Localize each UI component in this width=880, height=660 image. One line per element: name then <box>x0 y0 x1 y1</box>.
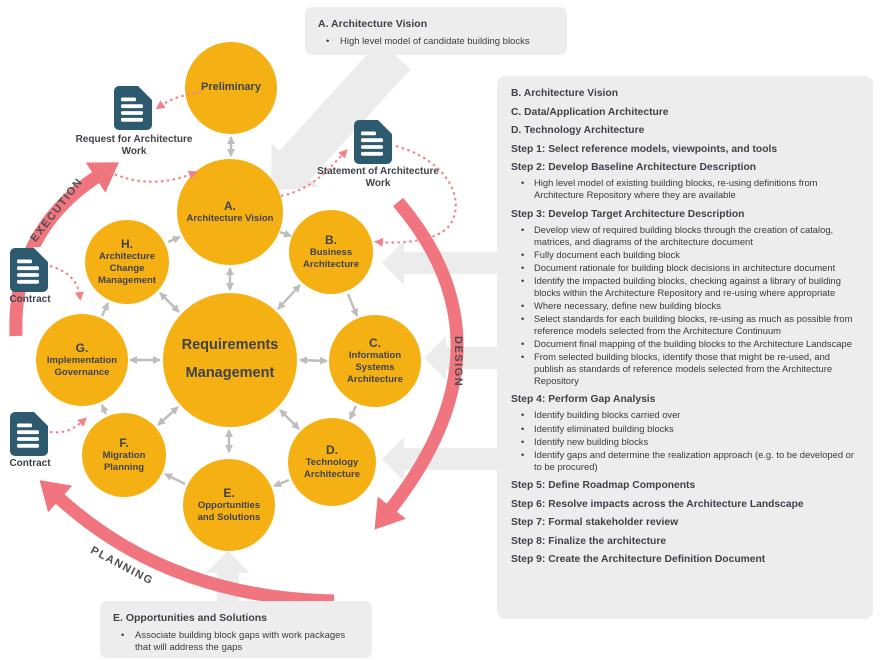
panel-heading: Step 7: Formal stakeholder review <box>511 517 679 529</box>
panel-heading: Step 9: Create the Architecture Definition Document <box>511 554 766 566</box>
callout-title: E. Opportunities and Solutions <box>113 612 267 624</box>
dotted-contract-to-f <box>50 420 84 432</box>
phase-letter: H. <box>121 237 133 252</box>
document-label: Contract <box>9 458 51 469</box>
document-label: Contract <box>9 294 51 305</box>
callout-bullet: • Associate building block gaps with work packages that will address the gaps <box>119 630 359 655</box>
panel-bullet: • Identify the impacted building blocks, checking against a library of building blocks within the Architecture Repository and re-using where appropriate <box>519 275 859 299</box>
document-label: Statement of Architecture Work <box>317 166 439 189</box>
panel-bullet: • Select standards for each building blocks, re-using as much as possible from reference models selected from the Architecture Continuum <box>519 313 859 337</box>
phase-letter: B. <box>325 233 337 248</box>
panel-heading: Step 1: Select reference models, viewpoints, and tools <box>511 143 778 155</box>
panel-bullet: • Identify gaps and determine the realization approach (e.g. to be developed or to be procured) <box>519 449 859 473</box>
center-label: Requirements Management <box>181 337 279 381</box>
panel-bullet: • From selected building blocks, identify those that might be re-used, and publish as standards of reference models selected from the Architecture Repository <box>519 351 859 387</box>
callout-bullet: • High level model of candidate building blocks <box>324 36 554 48</box>
dotted-preliminary-to-request <box>159 92 201 107</box>
panel-bullet: • High level model of existing building blocks, re-using definitions from Architecture Repository where they are available <box>519 177 859 201</box>
phase-letter: E. <box>223 486 235 501</box>
phase-label: Opportunities and Solutions <box>197 500 261 523</box>
panel-bullet: • Document final mapping of the building blocks to the Architecture Landscape <box>519 338 859 350</box>
phase-label: Business Architecture <box>303 247 359 270</box>
panel-heading: Step 5: Define Roadmap Components <box>511 480 696 492</box>
phase-label: Preliminary <box>201 81 261 94</box>
panel-bullet: • Identify building blocks carried over <box>519 409 859 421</box>
dotted-contract-to-g <box>50 266 80 297</box>
phase-label: Information Systems Architecture <box>347 350 403 385</box>
panel-heading: Step 3: Develop Target Architecture Description <box>511 208 745 220</box>
panel-heading: B. Architecture Vision <box>511 88 619 99</box>
phase-label: Migration Planning <box>102 450 146 473</box>
panel-heading: D. Technology Architecture <box>511 125 645 136</box>
callout-title: A. Architecture Vision <box>318 18 428 30</box>
document-label: Request for Architecture Work <box>75 134 193 157</box>
phase-letter: D. <box>326 443 338 458</box>
panel-bullet: • Where necessary, define new building blocks <box>519 300 859 312</box>
design-arc-label: DESIGN <box>452 336 464 388</box>
phase-letter: C. <box>369 336 381 351</box>
panel-bullet: • Identify eliminated building blocks <box>519 423 859 435</box>
panel-heading: Step 2: Develop Baseline Architecture Description <box>511 162 757 173</box>
panel-heading: Step 8: Finalize the architecture <box>511 535 667 547</box>
phase-letter: F. <box>119 436 129 451</box>
execution-arc-label: EXECUTION <box>28 175 86 245</box>
dotted-statement-to-b <box>378 146 456 243</box>
phase-label: Architecture Vision <box>186 213 274 225</box>
phase-letter: G. <box>75 341 89 356</box>
panel-heading: Step 6: Resolve impacts across the Architecture Landscape <box>511 498 804 510</box>
phase-label: Architecture Change Management <box>97 251 157 286</box>
panel-bullet: • Fully document each building block <box>519 249 859 261</box>
panel-bullet: • Document rationale for building block decisions in architecture document <box>519 262 859 274</box>
panel-heading: Step 4: Perform Gap Analysis <box>511 394 656 406</box>
panel-bullet: • Develop view of required building blocks through the creation of catalog, matrices, and diagrams of the architecture document <box>519 224 859 248</box>
phase-label: Implementation Governance <box>46 355 118 378</box>
panel-bullet: • Identify new building blocks <box>519 436 859 448</box>
phase-label: Technology Architecture <box>304 457 360 480</box>
panel-heading: C. Data/Application Architecture <box>511 106 669 118</box>
dotted-a-to-statement <box>281 152 345 196</box>
phase-letter: A. <box>224 199 236 214</box>
dotted-request-to-a <box>94 163 194 182</box>
planning-arc-label: PLANNING <box>88 544 156 588</box>
